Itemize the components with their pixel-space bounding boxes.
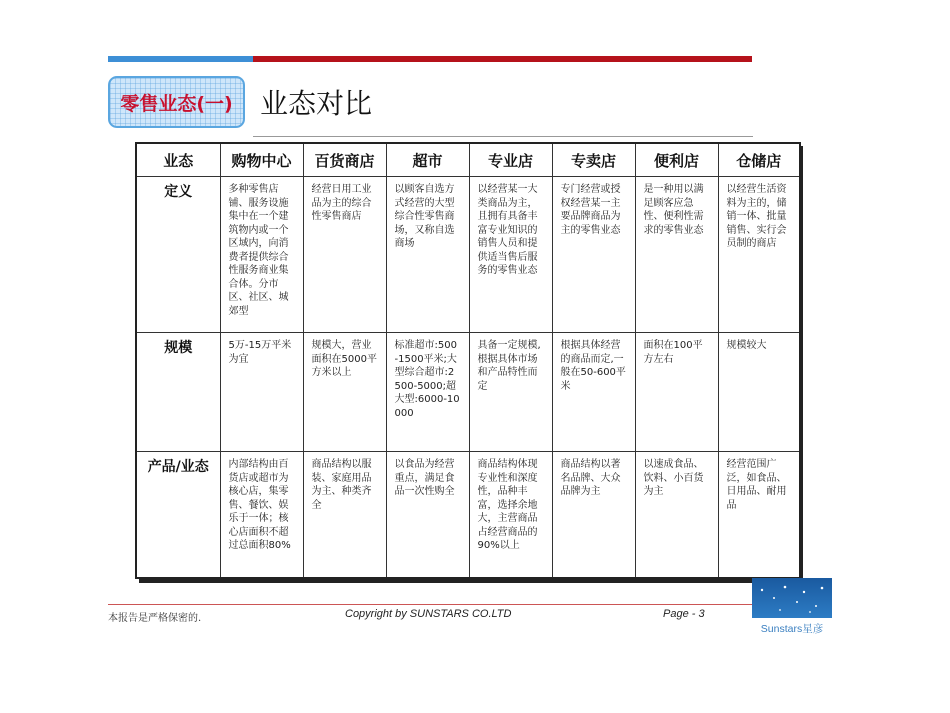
table-cell: 标准超市:500-1500平米;大型综合超市:2500-5000;超大型:6000-10000 — [386, 333, 469, 452]
table-cell: 以食品为经营重点，满足食品一次性购全 — [386, 452, 469, 579]
row-label: 规模 — [136, 333, 220, 452]
column-header: 购物中心 — [220, 143, 303, 177]
top-accent-bar-blue — [108, 56, 253, 62]
table-cell: 专门经营或授权经营某一主要品牌商品为主的零售业态 — [552, 177, 635, 333]
table-cell: 商品结构以服装、家庭用品为主、种类齐全 — [303, 452, 386, 579]
column-header: 超市 — [386, 143, 469, 177]
page-number: Page - 3 — [663, 608, 705, 620]
table-row — [136, 452, 800, 579]
table-cell: 内部结构由百货店或超市为核心店，集零售、餐饮、娱乐于一体；核心店面积不超过总面积80% — [220, 452, 303, 579]
comparison-table-wrapper — [135, 142, 799, 579]
table-cell: 商品结构以著名品牌、大众品牌为主 — [552, 452, 635, 579]
confidential-notice: 本报告是严格保密的. — [108, 613, 202, 624]
table-cell: 经营范围广泛，如食品、日用品、耐用品 — [718, 452, 800, 579]
column-header: 业态 — [136, 143, 220, 177]
table-cell: 面积在100平方左右 — [635, 333, 718, 452]
table-cell: 规模大，营业面积在5000平方米以上 — [303, 333, 386, 452]
section-badge — [108, 76, 245, 128]
column-header: 仓储店 — [718, 143, 800, 177]
table-cell: 根据具体经营的商品而定,一般在50-600平米 — [552, 333, 635, 452]
table-row — [136, 177, 800, 333]
column-header: 专业店 — [469, 143, 552, 177]
table-cell: 规模较大 — [718, 333, 800, 452]
footer-divider — [108, 604, 752, 605]
table-cell: 以经营某一大类商品为主，且拥有具备丰富专业知识的销售人员和提供适当售后服务的零售业态 — [469, 177, 552, 333]
row-label: 产品/业态 — [136, 452, 220, 579]
copyright-text: Copyright by SUNSTARS CO.LTD — [345, 608, 512, 620]
table-cell: 多种零售店铺、服务设施集中在一个建筑物内或一个区域内，向消费者提供综合性服务商业集合体。分市区、社区、城郊型 — [220, 177, 303, 333]
table-cell: 是一种用以满足顾客应急性、便利性需求的零售业态 — [635, 177, 718, 333]
top-accent-bar-red — [253, 56, 752, 62]
table-cell: 经营日用工业品为主的综合性零售商店 — [303, 177, 386, 333]
table-cell: 以速成食品、饮料、小百货为主 — [635, 452, 718, 579]
column-header: 专卖店 — [552, 143, 635, 177]
column-header: 便利店 — [635, 143, 718, 177]
table-row — [136, 333, 800, 452]
table-cell: 商品结构体现专业性和深度性，品种丰富，选择余地大，主营商品占经营商品的90%以上 — [469, 452, 552, 579]
title-divider — [253, 136, 753, 137]
sunstars-logo-icon — [752, 578, 832, 618]
column-header: 百货商店 — [303, 143, 386, 177]
table-cell: 具备一定规模,根据具体市场和产品特性而定 — [469, 333, 552, 452]
section-badge-label: 零售业态(一) — [120, 92, 233, 115]
comparison-table — [135, 142, 801, 579]
table-cell: 以顾客自选方式经营的大型综合性零售商场，又称自选商场 — [386, 177, 469, 333]
logo-text: Sunstars星彦 — [760, 623, 824, 635]
page-title: 业态对比 — [260, 87, 373, 120]
table-cell: 以经营生活资料为主的，储销一体、批量销售、实行会员制的商店 — [718, 177, 800, 333]
table-header-row — [136, 143, 800, 177]
table-cell: 5万-15万平米为宜 — [220, 333, 303, 452]
row-label: 定义 — [136, 177, 220, 333]
